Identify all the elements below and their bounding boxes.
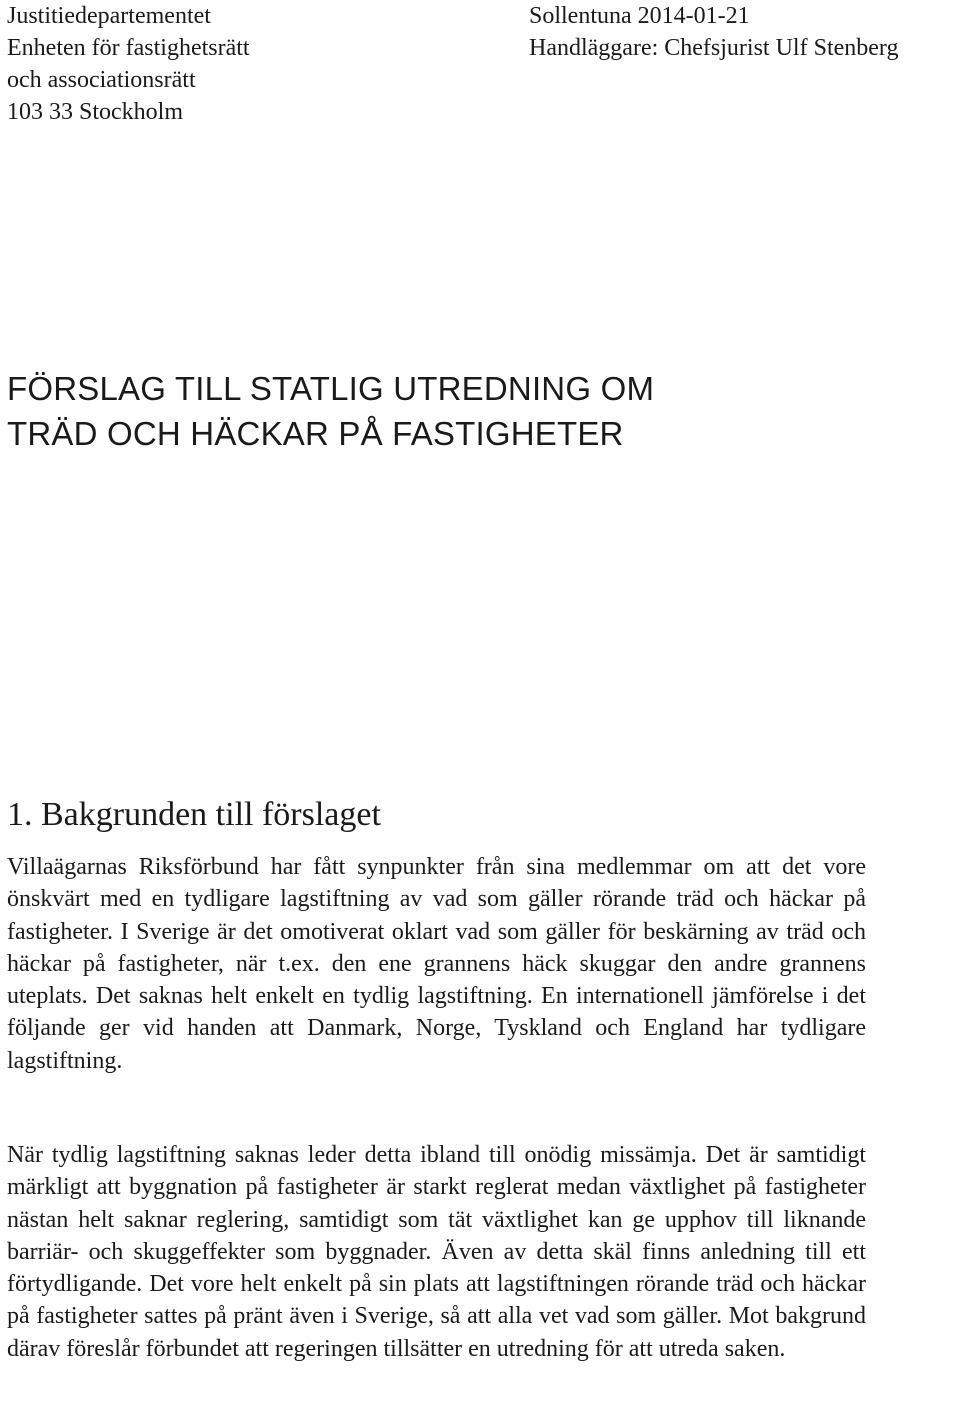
recipient-unit-continued: och associationsrätt — [7, 67, 196, 93]
section-heading: 1. Bakgrunden till förslaget — [7, 796, 381, 833]
document-title-line-1: FÖRSLAG TILL STATLIG UTREDNING OM — [7, 370, 655, 407]
document-title — [7, 366, 654, 456]
body-paragraph-1: Villaägarnas Riksförbund har fått synpunkter från sina medlemmar om att det vore önskvärt med en tydligare lagstiftning av vad som gäller rörande träd och häckar på fastigheter. I Sverige är det omotiverat oklart vad som gäller för beskärning av träd och häckar på fastigheter, när t.ex. den ene grannens häck skuggar den andre grannens uteplats. Det saknas helt enkelt en tydlig lagstiftning. En internationell jämförelse i det följande ger vid handen att Danmark, Norge, Tyskland och England har tydligare lagstiftning. — [7, 854, 866, 1074]
recipient-postal-address: 103 33 Stockholm — [7, 99, 184, 125]
case-handler: Handläggare: Chefsjurist Ulf Stenberg — [529, 35, 899, 61]
recipient-unit: Enheten för fastighetsrätt — [7, 35, 250, 61]
recipient-department: Justitiedepartementet — [7, 3, 211, 29]
body-paragraph-2: När tydlig lagstiftning saknas leder detta ibland till onödig missämja. Det är samtidigt märkligt att byggnation på fastigheter är starkt reglerat medan växtlighet på fastigheter nästan helt saknar reglering, samtidigt som tät växtlighet kan ge upphov till liknande barriär- och skuggeffekter som byggnader. Även av detta skäl finns anledning till ett förtydligande. Det vore helt enkelt på sin plats att lagstiftningen rörande träd och häckar på fastigheter sattes på pränt även i Sverige, så att alla vet vad som gäller. Mot bakgrund därav föreslår förbundet att regeringen tillsätter en utredning för att utreda saken. — [7, 1142, 866, 1362]
letter-meta — [529, 0, 898, 64]
place-and-date: Sollentuna 2014-01-21 — [529, 3, 750, 29]
document-title-line-2: TRÄD OCH HÄCKAR PÅ FASTIGHETER — [7, 415, 624, 452]
recipient-address — [7, 0, 250, 128]
